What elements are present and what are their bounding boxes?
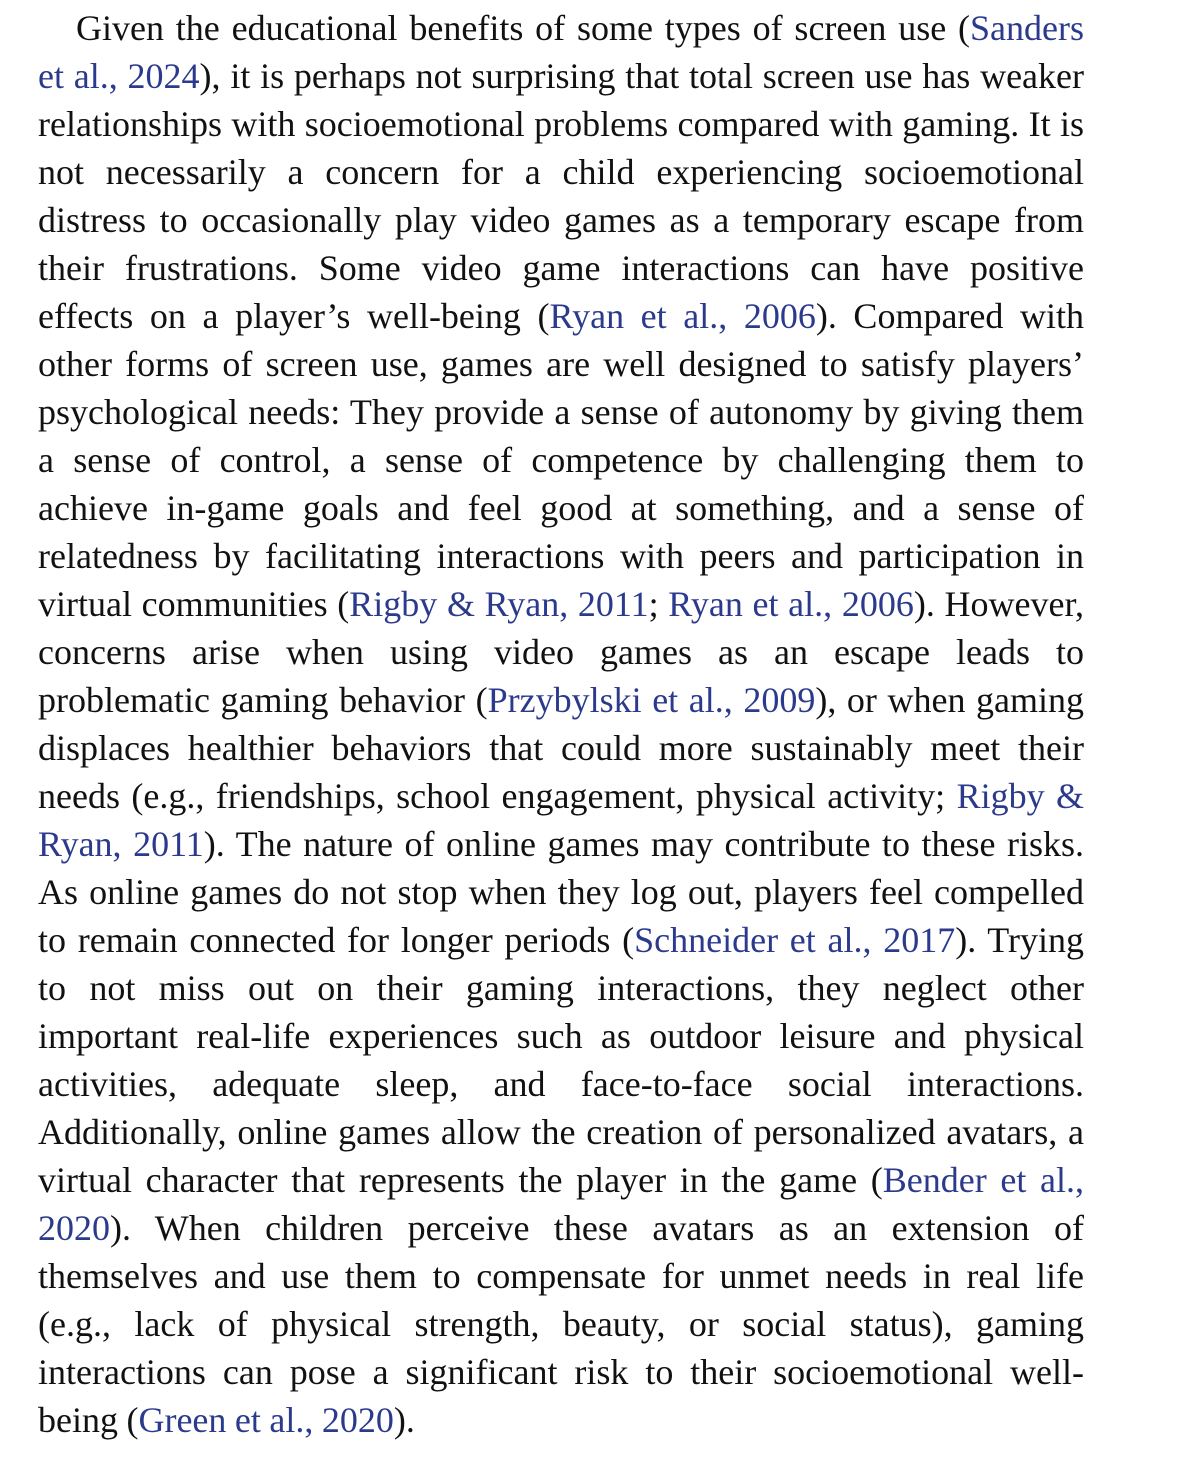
text-segment: ). — [393, 1400, 415, 1440]
citation-link[interactable]: Rigby & Ryan, 2011 — [38, 776, 1084, 864]
text-segment: ), it is perhaps not surprising that total screen use has weaker relationships with socioemotional problems compared with gaming. It is not necessarily a concern for a child experiencing socioemotional distress to occasionally play video games as a temporary escape from their frustrations. Some video game interactions can have positive effects on a player’s well-being ( — [38, 56, 1084, 336]
text-segment: ). The nature of online games may contribute to these risks. As online games do not stop when they log out, players feel compelled to remain connected for longer periods ( — [38, 824, 1084, 960]
text-segment: ), or when gaming displaces healthier behaviors that could more sustainably meet their needs (e.g., friendships, school engagement, physical activity; — [38, 680, 1085, 816]
citation-link[interactable]: Sanders et al., 2024 — [38, 8, 1084, 96]
citation-link[interactable]: Ryan et al., 2006 — [549, 296, 816, 336]
citation-link[interactable]: Ryan et al., 2006 — [668, 584, 914, 624]
text-segment: Given the educational benefits of some types of screen use ( — [76, 8, 971, 48]
citation-link[interactable]: Green et al., 2020 — [138, 1400, 394, 1440]
text-segment: ). Trying to not miss out on their gaming interactions, they neglect other important real-life experiences such as outdoor leisure and physical activities, adequate sleep, and face-to-face social interactions. Additionally, online games allow the creation of personalized avatars, a virtual character that represents the player in the game ( — [38, 920, 1084, 1200]
text-segment: ). When children perceive these avatars as an extension of themselves and use them to compensate for unmet needs in real life (e.g., lack of physical strength, beauty, or social status), gaming interactions can pose a significant risk to their socioemotional well-being ( — [38, 1208, 1084, 1440]
text-segment: ; — [648, 584, 669, 624]
citation-link[interactable]: Schneider et al., 2017 — [634, 920, 956, 960]
citation-link[interactable]: Rigby & Ryan, 2011 — [349, 584, 649, 624]
text-segment: ). Compared with other forms of screen use, games are well designed to satisfy players’ psychological needs: They provide a sense of autonomy by giving them a sense of control, a sense of competence by challenging them to achieve in-game goals and feel good at something, and a sense of relatedness by facilitating interactions with peers and participation in virtual communities ( — [38, 296, 1085, 624]
body-paragraph — [38, 4, 1084, 1444]
citation-link[interactable]: Bender et al., 2020 — [38, 1160, 1084, 1248]
text-segment: ). However, concerns arise when using video games as an escape leads to problematic gaming behavior ( — [38, 584, 1084, 720]
document-page — [38, 4, 1084, 1444]
citation-link[interactable]: Przybylski et al., 2009 — [487, 680, 816, 720]
